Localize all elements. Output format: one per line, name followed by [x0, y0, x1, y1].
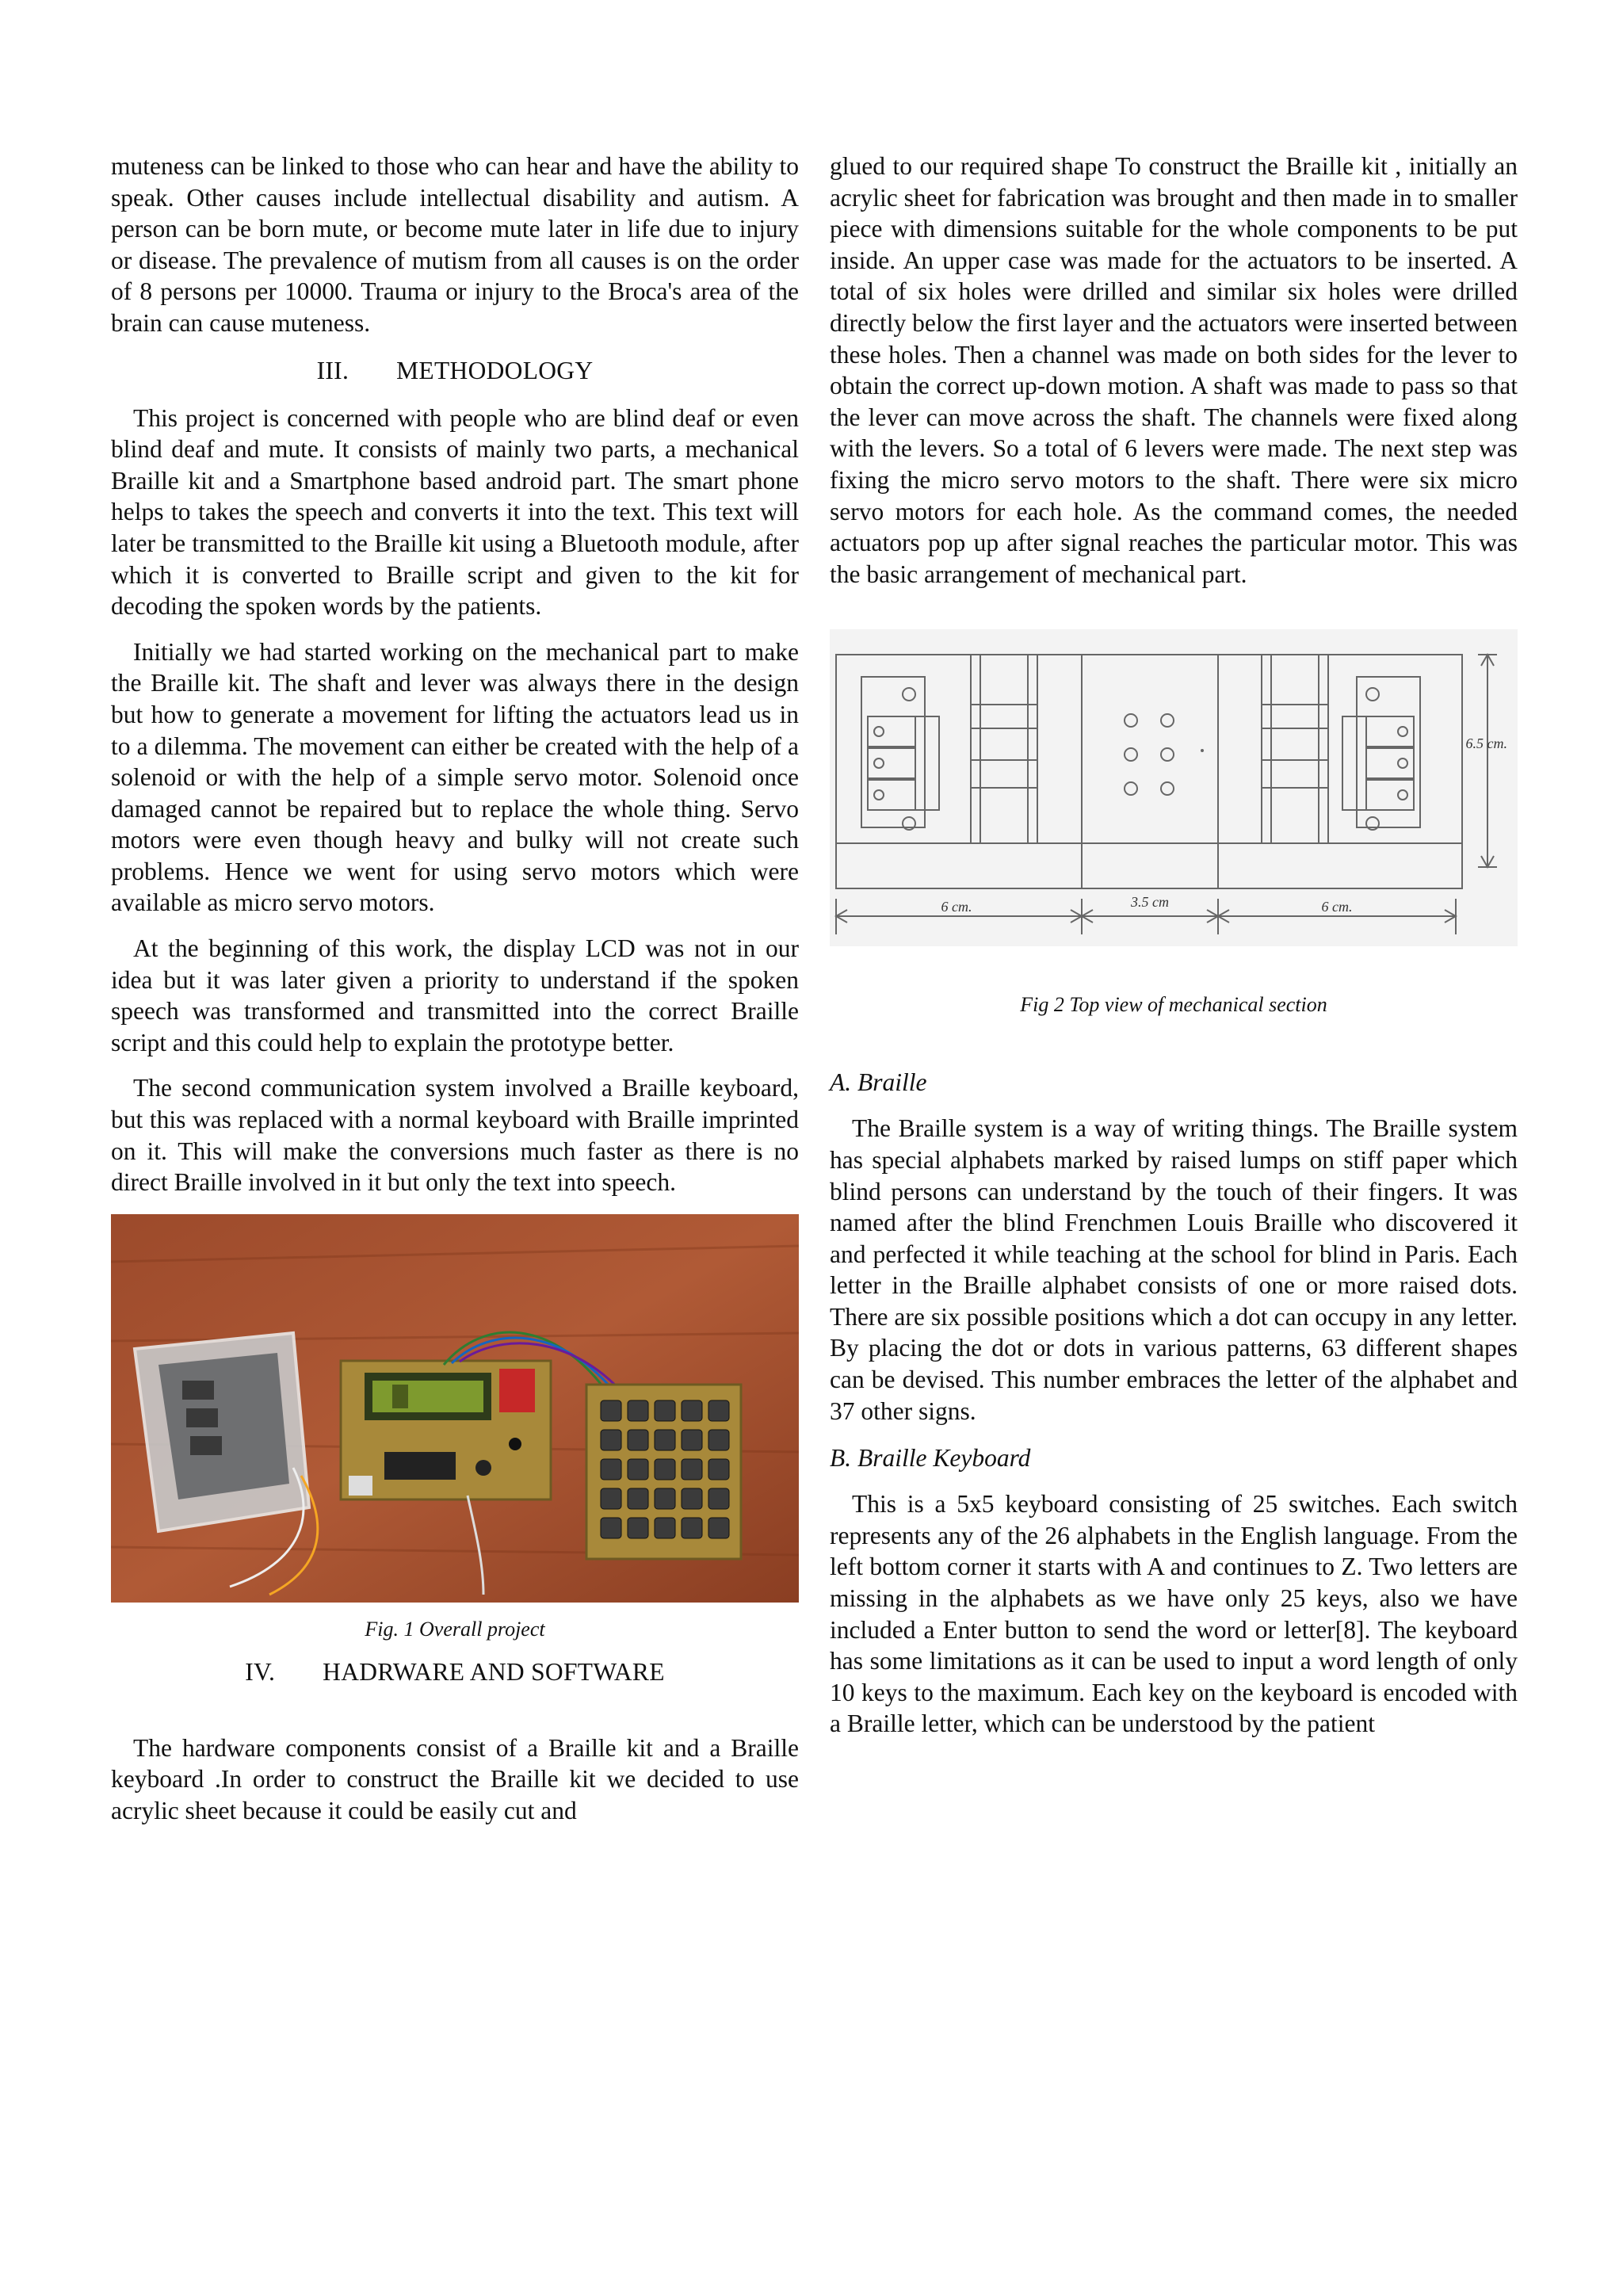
section-heading-hardware [111, 1656, 799, 1688]
section-heading-methodology [111, 355, 799, 387]
paragraph-hardware: The hardware components consist of a Braille kit and a Braille keyboard .In order to construct the Braille kit we decided to use acrylic sheet because it could be easily cut and [111, 1733, 799, 1824]
subsection-heading-braille-keyboard: B. Braille Keyboard [830, 1444, 1031, 1473]
dimension-height-label: 6.5 cm. [1465, 735, 1507, 752]
left-column [111, 151, 799, 1827]
figure-2-caption: Fig 2 Top view of mechanical section [1020, 993, 1327, 1017]
right-column [830, 151, 1518, 1740]
dimension-left-label: 6 cm. [941, 899, 972, 915]
paragraph-methodology-1: This project is concerned with people who are blind deaf or even blind deaf and mute. It consists of mainly two parts, a mechanical Braille kit and a Smartphone based android part. The smart phone helps to takes the speech and converts it into the text. This text will later be transmitted to the Braille kit using a Bluetooth module, after which it is converted to Braille script and given to the kit for decoding the spoken words by the patients. [111, 403, 799, 621]
paragraph-methodology-3: At the beginning of this work, the display LCD was not in our idea but it was later given a priority to understand if the spoken speech was transformed and transmitted into the correct Braille script and this could help to explain the prototype better. [111, 934, 799, 1056]
figure-1-photo [111, 1214, 799, 1603]
main-pcb [341, 1361, 551, 1499]
section-number: IV. [245, 1657, 276, 1686]
keypad-pcb [586, 1385, 741, 1559]
dimension-middle-label: 3.5 cm [1131, 894, 1169, 911]
overall-project-photo [111, 1214, 799, 1603]
section-title: METHODOLOGY [396, 356, 594, 384]
section-number: III. [316, 356, 349, 384]
figure-1-caption: Fig. 1 Overall project [365, 1617, 545, 1641]
paragraph-keyboard: This is a 5x5 keyboard consisting of 25 switches. Each switch represents any of the 26 alphabets in the English language. From the left bottom corner it starts with A and continues to Z. Two letters are missing in the alphabets as we have only 25 keys, also we have included a Enter button to send the word or letter[8]. The keyboard has some limitations as it can be used to input a word length of only 10 keys to the maximum. Each key on the keyboard is encoded with a Braille letter, which can be understood by the patient [830, 1490, 1518, 1738]
acrylic-box [135, 1333, 309, 1531]
section-title: HADRWARE AND SOFTWARE [323, 1657, 665, 1686]
paragraph-intro: muteness can be linked to those who can hear and have the ability to speak. Other causes include intellectual disability and autism. A person can be born mute, or become mute later in life due to injury or disease. The prevalence of mutism from all causes is on the order of 8 persons per 10000. Trauma or injury to the Broca's area of the brain can cause muteness. [111, 152, 799, 337]
paragraph-methodology-4: The second communication system involved a Braille keyboard, but this was replaced with a normal keyboard with Braille imprinted on it. This will make the conversions much faster as there is no direct Braille involved in it but only the text into speech. [111, 1074, 799, 1197]
paragraph-braille: The Braille system is a way of writing things. The Braille system has special alphabets marked by raised lumps on stiff paper which blind persons can understand by the touch of their fingers. It was named after the blind Frenchmen Louis Braille who discovered it and perfected it while teaching at the school for blind in Paris. Each letter in the Braille alphabet consists of one or more raised dots. There are six possible positions which a dot can occupy in any letter. By placing the dot or dots in various patterns, 63 different shapes can be devised. This number embraces the letter of the alphabet and 37 other signs. [830, 1114, 1518, 1425]
dimension-right-label: 6 cm. [1321, 899, 1353, 915]
top-view-diagram [830, 629, 1518, 946]
paragraph-construction: glued to our required shape To construct the Braille kit , initially an acrylic sheet for fabrication was brought and then made in to smaller piece with dimensions suitable for the whole components to be put inside. An upper case was made for the actuators to be inserted. A total of six holes were drilled and similar six holes were drilled directly below the first layer and the actuators were inserted between these holes. Then a channel was made on both sides for the lever to obtain the correct up-down motion. A shaft was made to pass so that the lever can move across the shaft. The channels were fixed along with the levers. So a total of 6 levers were made. The next step was fixing the micro servo motors to the shaft. There were six micro servo motors for each hole. As the command comes, the needed actuators pop up after signal reaches the particular motor. This was the basic arrangement of mechanical part. [830, 152, 1518, 588]
paragraph-methodology-2: Initially we had started working on the mechanical part to make the Braille kit. The shaft and lever was always there in the design but how to generate a movement for lifting the actuators lead us in to a dilemma. The movement can either be created with the help of a solenoid or with the help of a simple servo motor. Solenoid once damaged cannot be repaired but to replace the whole thing. Servo motors were even though heavy and bulky will not create such problems. Hence we went for using servo motors which were available as micro servo motors. [111, 637, 799, 917]
subsection-heading-braille: A. Braille [830, 1068, 927, 1097]
figure-2-drawing [830, 629, 1518, 946]
